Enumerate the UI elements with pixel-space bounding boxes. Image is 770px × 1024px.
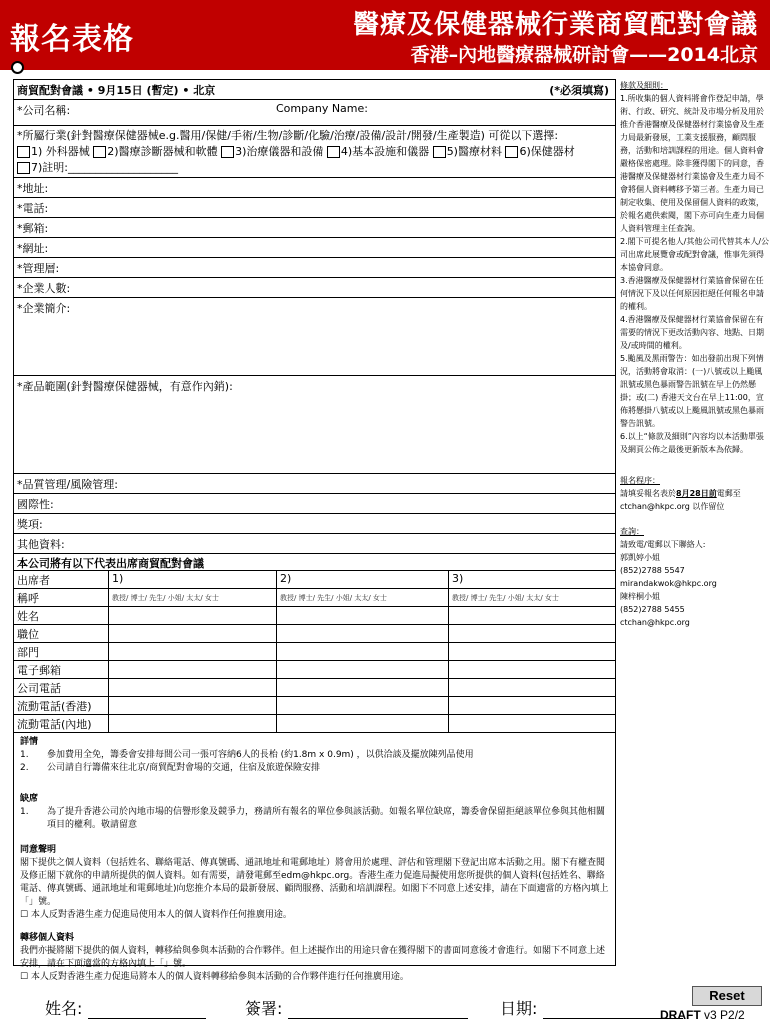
sign-label: 簽署: bbox=[245, 999, 283, 1018]
industry-option-label: 1) 外科器械 bbox=[31, 145, 90, 158]
rep-cell[interactable] bbox=[277, 679, 449, 697]
reset-button[interactable]: Reset bbox=[692, 986, 762, 1006]
industry-option-label: 5)醫療材料 bbox=[446, 145, 502, 158]
name-signature bbox=[45, 996, 206, 1019]
registration-text bbox=[620, 487, 770, 513]
details-item bbox=[20, 749, 609, 762]
rep-cell[interactable] bbox=[277, 715, 449, 733]
required-note: (*必須填寫) bbox=[549, 84, 609, 97]
rep-cell[interactable] bbox=[109, 607, 277, 625]
rep-title-row bbox=[14, 554, 615, 571]
terms-item: 3.香港醫療及保健器材行業協會保留在任何情況下及以任何原因拒絕任何報名申請的權利。 bbox=[620, 276, 764, 311]
registration-title: 報名程序： bbox=[620, 476, 660, 485]
contact-block bbox=[620, 525, 770, 629]
rep-cell[interactable] bbox=[277, 661, 449, 679]
name-field[interactable] bbox=[88, 1003, 206, 1019]
consent-option[interactable]: ☐ 本人反對香港生產力促進局使用本人的個人資料作任何推廣用途。 bbox=[20, 910, 292, 920]
rep-cell[interactable]: 教授/ 博士/ 先生/ 小姐/ 太太/ 女士 bbox=[277, 589, 449, 607]
rep-cell[interactable] bbox=[109, 679, 277, 697]
item-number: 1. bbox=[20, 807, 29, 817]
address-row[interactable] bbox=[14, 178, 615, 198]
contact-line[interactable]: ctchan@hkpc.org bbox=[620, 618, 690, 627]
registration-text-b[interactable]: 電郵至ctchan@hkpc.org 以作留位 bbox=[620, 489, 741, 511]
industry-checkbox-3[interactable] bbox=[221, 146, 234, 158]
rep-cell[interactable] bbox=[449, 715, 615, 733]
contact-line[interactable]: mirandakwok@hkpc.org bbox=[620, 579, 717, 588]
products-row[interactable] bbox=[14, 376, 615, 474]
rep-cell[interactable] bbox=[109, 715, 277, 733]
industry-checkbox-6[interactable] bbox=[505, 146, 518, 158]
rep-cell[interactable] bbox=[449, 607, 615, 625]
rep-cell[interactable]: 2) bbox=[277, 571, 449, 589]
header-banner bbox=[0, 0, 770, 70]
name-label: 姓名: bbox=[45, 999, 83, 1018]
email-row[interactable] bbox=[14, 218, 615, 238]
industry-row bbox=[14, 126, 615, 178]
rep-cell[interactable] bbox=[109, 625, 277, 643]
products-label: *產品範圍(針對醫療保健器械，有意作內銷): bbox=[17, 380, 233, 393]
email-label: *郵箱: bbox=[17, 222, 49, 235]
transfer-option[interactable]: ☐ 本人反對香港生產力促進局將本人的個人資料轉移給參與本活動的合作夥伴進行任何推廣用途。 bbox=[20, 972, 409, 982]
address-label: *地址: bbox=[17, 182, 49, 195]
industry-checkbox-1[interactable] bbox=[17, 146, 30, 158]
terms-item: 2.閣下可提名他人/其他公司代替其本人/公司出席此展覽會或配對會議，惟事先須得本協會同意。 bbox=[620, 237, 770, 272]
notes-section bbox=[14, 733, 615, 982]
rep-cell[interactable] bbox=[449, 661, 615, 679]
website-row[interactable] bbox=[14, 238, 615, 258]
terms-item: 4.香港醫療及保健器材行業協會保留在有需要的情況下更改活動內容、地點、日期及/或時間的權利。 bbox=[620, 315, 764, 350]
rep-cell[interactable] bbox=[449, 679, 615, 697]
website-label: *網址: bbox=[17, 242, 49, 255]
others-row[interactable] bbox=[14, 534, 615, 554]
date-label: 日期: bbox=[500, 999, 538, 1018]
sign-signature bbox=[245, 996, 468, 1019]
rep-cell: 姓名 bbox=[14, 607, 109, 625]
industry-option-label: 6)保健器材 bbox=[519, 145, 575, 158]
consent-text: 閣下提供之個人資料（包括姓名、聯絡電話、傳真號碼、通訊地址和電郵地址）將會用於處理、評估和管理閣下登記出席本活動之用。閣下有權查閱及修正閣下就你的申請所提供的個人資料。如有需要，請發電郵至edm@hkpc.org。香港生產力促進局擬使用您所提供的個人資料(包括姓名、聯絡電話、傳真號碼、通訊地址和電郵地址)向您推介本局的最新發展、顧問服務、活動和培訓課程。如閣下不同意上述安排，請在下面適當的方格內填上「」號。 bbox=[20, 858, 609, 907]
contact-line: 郭凱婷小姐 bbox=[620, 553, 660, 562]
contact-line: (852)2788 5455 bbox=[620, 605, 685, 614]
industry-checkbox-4[interactable] bbox=[327, 146, 340, 158]
industry-checkbox-7[interactable] bbox=[17, 162, 30, 174]
contact-line: (852)2788 5547 bbox=[620, 566, 685, 575]
industry-other bbox=[17, 160, 612, 176]
details-title: 詳情 bbox=[20, 737, 39, 747]
contact-line: 陳梓桐小姐 bbox=[620, 592, 660, 601]
footer bbox=[0, 986, 770, 1024]
company-name-cn-label: *公司名稱: bbox=[17, 104, 71, 117]
version-label: v3 P2/2 bbox=[700, 1008, 745, 1022]
rep-cell: 職位 bbox=[14, 625, 109, 643]
rep-cell[interactable] bbox=[277, 697, 449, 715]
international-row[interactable] bbox=[14, 494, 615, 514]
industry-checkbox-2[interactable] bbox=[93, 146, 106, 158]
awards-row[interactable] bbox=[14, 514, 615, 534]
rep-cell[interactable] bbox=[109, 661, 277, 679]
draft-label: DRAFT bbox=[660, 1008, 701, 1022]
employees-label: *企業人數: bbox=[17, 282, 71, 295]
draft-version bbox=[660, 1008, 745, 1022]
rep-cell[interactable] bbox=[109, 643, 277, 661]
registration-deadline: 8月28日前 bbox=[676, 489, 717, 498]
rep-cell[interactable] bbox=[109, 697, 277, 715]
rep-title: 本公司將有以下代表出席商貿配對會議 bbox=[17, 557, 204, 570]
others-label: 其他資料: bbox=[17, 538, 65, 551]
industry-prompt: *所屬行業(針對醫療保健器械e.g.醫用/保健/手術/生物/診斷/化驗/治療/設備/設計/開發/生產製造) 可從以下選擇: bbox=[17, 129, 559, 142]
contact-line: 請致電/電郵以下聯絡人: bbox=[620, 540, 706, 549]
event-title: 醫療及保健器械行業商貿配對會議 bbox=[352, 10, 758, 40]
employees-row[interactable] bbox=[14, 278, 615, 298]
industry-option-label: 4)基本設施和儀器 bbox=[340, 145, 430, 158]
rep-cell[interactable] bbox=[449, 643, 615, 661]
rep-cell: 出席者 bbox=[14, 571, 109, 589]
industry-other-label: 7)註明:____________________ bbox=[31, 161, 178, 174]
sidebar bbox=[620, 79, 770, 641]
form-head-left: 商貿配對會議 • 9月15日 (暫定) • 北京 bbox=[17, 84, 216, 97]
transfer-title: 轉移個人資料 bbox=[20, 933, 75, 943]
absence-item bbox=[20, 806, 609, 832]
form-title: 報名表格 bbox=[10, 22, 134, 57]
management-label: *管理層: bbox=[17, 262, 60, 275]
rep-cell[interactable] bbox=[277, 625, 449, 643]
terms-block bbox=[620, 79, 770, 456]
rep-cell: 流動電話(香港) bbox=[14, 697, 109, 715]
rep-cell[interactable] bbox=[277, 643, 449, 661]
form-head bbox=[14, 80, 615, 100]
item-text: 參加費用全免，籌委會安排每間公司一張可容納6人的長枱 (約1.8m x 0.9m) ，以供洽談及擺放陳列品使用 bbox=[47, 750, 474, 760]
rep-cell[interactable] bbox=[449, 697, 615, 715]
company-name-row[interactable] bbox=[14, 100, 615, 126]
registration-form bbox=[13, 79, 616, 982]
rep-cell[interactable] bbox=[277, 607, 449, 625]
rep-table bbox=[14, 571, 615, 733]
industry-checkbox-5[interactable] bbox=[433, 146, 446, 158]
quality-row[interactable] bbox=[14, 474, 615, 494]
rep-cell: 部門 bbox=[14, 643, 109, 661]
terms-item: 1.所收集的個人資料將會作登記申請，學術、行政、研究、統計及市場分析及用於推介香港醫療及保健器材行業協會及生產力局最新發展，工業支援服務，顧問服務，活動和培訓課程的用途。個人資料會嚴格保密處理。除非獲得閣下的同意，香港醫療及保健器材行業協會及生產力局不會將個人資料轉移予第三者。生產力局已制定收集、使用及保留個人資料的政策，於報名處供索閱，閣下亦可向生產力局個人資料管理主任查詢。 bbox=[620, 94, 764, 233]
industry-option-label: 2)醫療診斷器械和軟體 bbox=[107, 145, 218, 158]
absence-title: 缺席 bbox=[20, 794, 39, 804]
international-label: 國際性: bbox=[17, 498, 54, 511]
company-name-en-label: Company Name: bbox=[276, 102, 368, 115]
rep-cell[interactable]: 1) bbox=[109, 571, 277, 589]
item-text: 為了提升香港公司於內地市場的信譽形象及競爭力，務請所有報名的單位參與該活動。如報名單位缺席，籌委會保留拒絕該單位參與其他相關項目的權利。敬請留意 bbox=[47, 807, 606, 830]
management-row[interactable] bbox=[14, 258, 615, 278]
awards-label: 獎項: bbox=[17, 518, 43, 531]
rep-cell[interactable]: 教授/ 博士/ 先生/ 小姐/ 太太/ 女士 bbox=[449, 589, 615, 607]
rep-cell[interactable]: 教授/ 博士/ 先生/ 小姐/ 太太/ 女士 bbox=[109, 589, 277, 607]
terms-item: 6.以上“條款及細則”內容均以本活動單張及網頁公佈之最後更新版本為依歸。 bbox=[620, 432, 764, 454]
phone-label: *電話: bbox=[17, 202, 49, 215]
rep-cell[interactable]: 3) bbox=[449, 571, 615, 589]
registration-text-a: 請填妥報名表於 bbox=[620, 489, 676, 498]
rep-cell: 流動電話(內地) bbox=[14, 715, 109, 733]
rep-cell: 公司電話 bbox=[14, 679, 109, 697]
rep-cell: 稱呼 bbox=[14, 589, 109, 607]
terms-item: 5.颱風及黑雨警告：如出發前出現下列情況，活動將會取消：(一)八號或以上颱風訊號或黑色暴雨警告訊號在早上仍然懸掛；或(二) 香港天文台在早上11:00，宣佈將懸掛八號或以上颱風訊號或黑色暴雨警告訊號。 bbox=[620, 354, 764, 428]
rep-cell[interactable] bbox=[449, 625, 615, 643]
profile-row[interactable] bbox=[14, 298, 615, 376]
rep-cell: 電子郵箱 bbox=[14, 661, 109, 679]
sign-field[interactable] bbox=[288, 1003, 468, 1019]
phone-row[interactable] bbox=[14, 198, 615, 218]
details-item bbox=[20, 762, 609, 775]
item-number: 1. bbox=[20, 750, 29, 760]
radio-circle-icon[interactable] bbox=[11, 61, 24, 74]
item-number: 2. bbox=[20, 763, 29, 773]
quality-label: *品質管理/風險管理: bbox=[17, 478, 118, 491]
event-subtitle: 香港–內地醫療器械研討會——2014北京 bbox=[410, 44, 758, 66]
industry-options bbox=[17, 144, 612, 160]
date-signature bbox=[500, 996, 683, 1019]
item-text: 公司請自行籌備來往北京/商貿配對會場的交通，住宿及旅遊保險安排 bbox=[47, 763, 321, 773]
industry-option-label: 3)治療儀器和設備 bbox=[235, 145, 324, 158]
terms-title: 條款及細則： bbox=[620, 81, 668, 90]
registration-block bbox=[620, 474, 770, 513]
consent-title: 同意聲明 bbox=[20, 845, 57, 855]
profile-label: *企業簡介: bbox=[17, 302, 71, 315]
transfer-text: 我們亦擬將閣下提供的個人資料，轉移給與參與本活動的合作夥伴。但上述擬作出的用途只會在獲得閣下的書面同意後才會進行。如閣下不同意上述安排，請在下面適當的方格內填上「」號。 bbox=[20, 946, 606, 969]
contact-title: 查詢： bbox=[620, 527, 644, 536]
